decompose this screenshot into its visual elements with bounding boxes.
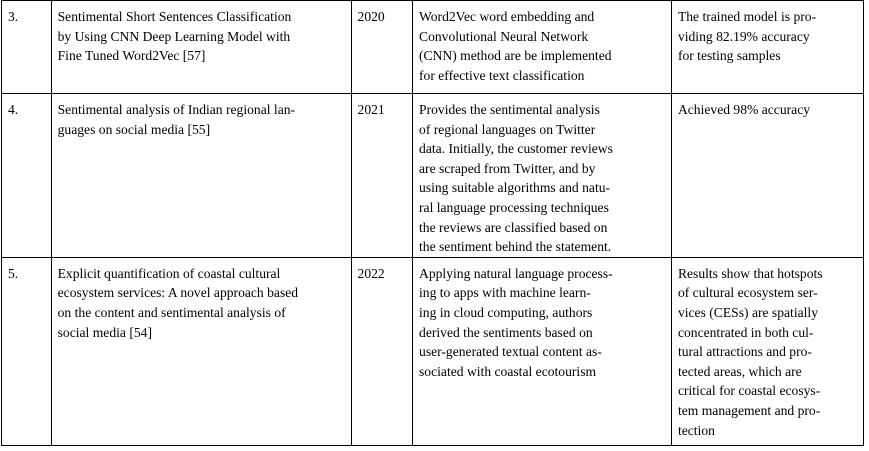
result-line: of cultural ecosystem ser-	[677, 285, 818, 301]
table-row	[2, 257, 864, 445]
method-line: for effective text classification	[419, 67, 585, 83]
result-line: vices (CESs) are spatially	[677, 305, 818, 321]
title-line: Sentimental analysis of Indian regional lan-	[57, 102, 296, 118]
method-line: sociated with coastal ecotourism	[419, 363, 597, 379]
result-line: Achieved 98% accuracy	[677, 102, 811, 118]
year: 2022	[357, 265, 385, 281]
method-line: of regional languages on Twitter	[419, 121, 596, 137]
method-line: using suitable algorithms and natu-	[419, 180, 611, 196]
method-line: are scraped from Twitter, and by	[419, 160, 596, 176]
result-cell	[671, 1, 863, 94]
row-number-cell	[2, 257, 52, 445]
result-line: tural attractions and pro-	[677, 344, 812, 360]
method-line: ing to apps with machine learn-	[419, 285, 591, 301]
row-number: 4.	[8, 102, 19, 118]
method-line: the reviews are classified based on	[419, 219, 608, 235]
method-line: user-generated textual content as-	[419, 344, 602, 360]
result-line: for testing samples	[677, 48, 781, 64]
year: 2021	[357, 102, 385, 118]
result-cell	[671, 257, 863, 445]
result-line: critical for coastal ecosys-	[677, 383, 821, 399]
method-line: derived the sentiments based on	[419, 324, 593, 340]
method-line: ing in cloud computing, authors	[419, 305, 593, 321]
title-line: Explicit quantification of coastal cultural	[57, 265, 281, 281]
method-line: Provides the sentimental analysis	[419, 102, 600, 118]
result-line: tected areas, which are	[677, 363, 802, 379]
row-number-cell	[2, 1, 52, 94]
year: 2020	[357, 9, 385, 24]
title-line: by Using CNN Deep Learning Model with	[57, 28, 291, 44]
title-cell	[51, 94, 351, 258]
title-line: social media [54]	[57, 324, 152, 340]
method-line: ral language processing techniques	[419, 200, 609, 216]
title-line: ecosystem services: A novel approach based	[57, 285, 299, 301]
row-number-cell	[2, 94, 52, 258]
table-row	[2, 1, 864, 94]
result-line: The trained model is pro-	[677, 9, 817, 24]
result-cell	[671, 94, 863, 258]
title-line: Sentimental Short Sentences Classification	[57, 9, 292, 24]
method-line: Word2Vec word embedding and	[419, 9, 595, 24]
title-line: Fine Tuned Word2Vec [57]	[57, 48, 206, 64]
method-cell	[413, 1, 672, 94]
table-row	[2, 94, 864, 258]
year-cell	[351, 1, 412, 94]
result-line: tem management and pro-	[677, 403, 821, 419]
literature-review-table	[1, 0, 864, 446]
result-line: tection	[677, 422, 715, 438]
method-line: (CNN) method are be implemented	[419, 48, 612, 64]
method-line: the sentiment behind the statement.	[419, 239, 612, 255]
row-number: 3.	[8, 9, 19, 24]
title-line: on the content and sentimental analysis of	[57, 305, 286, 321]
method-line: Convolutional Neural Network	[419, 28, 589, 44]
year-cell	[351, 94, 412, 258]
year-cell	[351, 257, 412, 445]
row-number: 5.	[8, 265, 19, 281]
title-line: guages on social media [55]	[57, 121, 211, 137]
method-cell	[413, 257, 672, 445]
method-line: Applying natural language process-	[419, 265, 613, 281]
title-cell	[51, 257, 351, 445]
result-line: viding 82.19% accuracy	[677, 28, 810, 44]
result-line: Results show that hotspots	[677, 265, 823, 281]
method-line: data. Initially, the customer reviews	[419, 141, 613, 157]
method-cell	[413, 94, 672, 258]
title-cell	[51, 1, 351, 94]
result-line: concentrated in both cul-	[677, 324, 814, 340]
